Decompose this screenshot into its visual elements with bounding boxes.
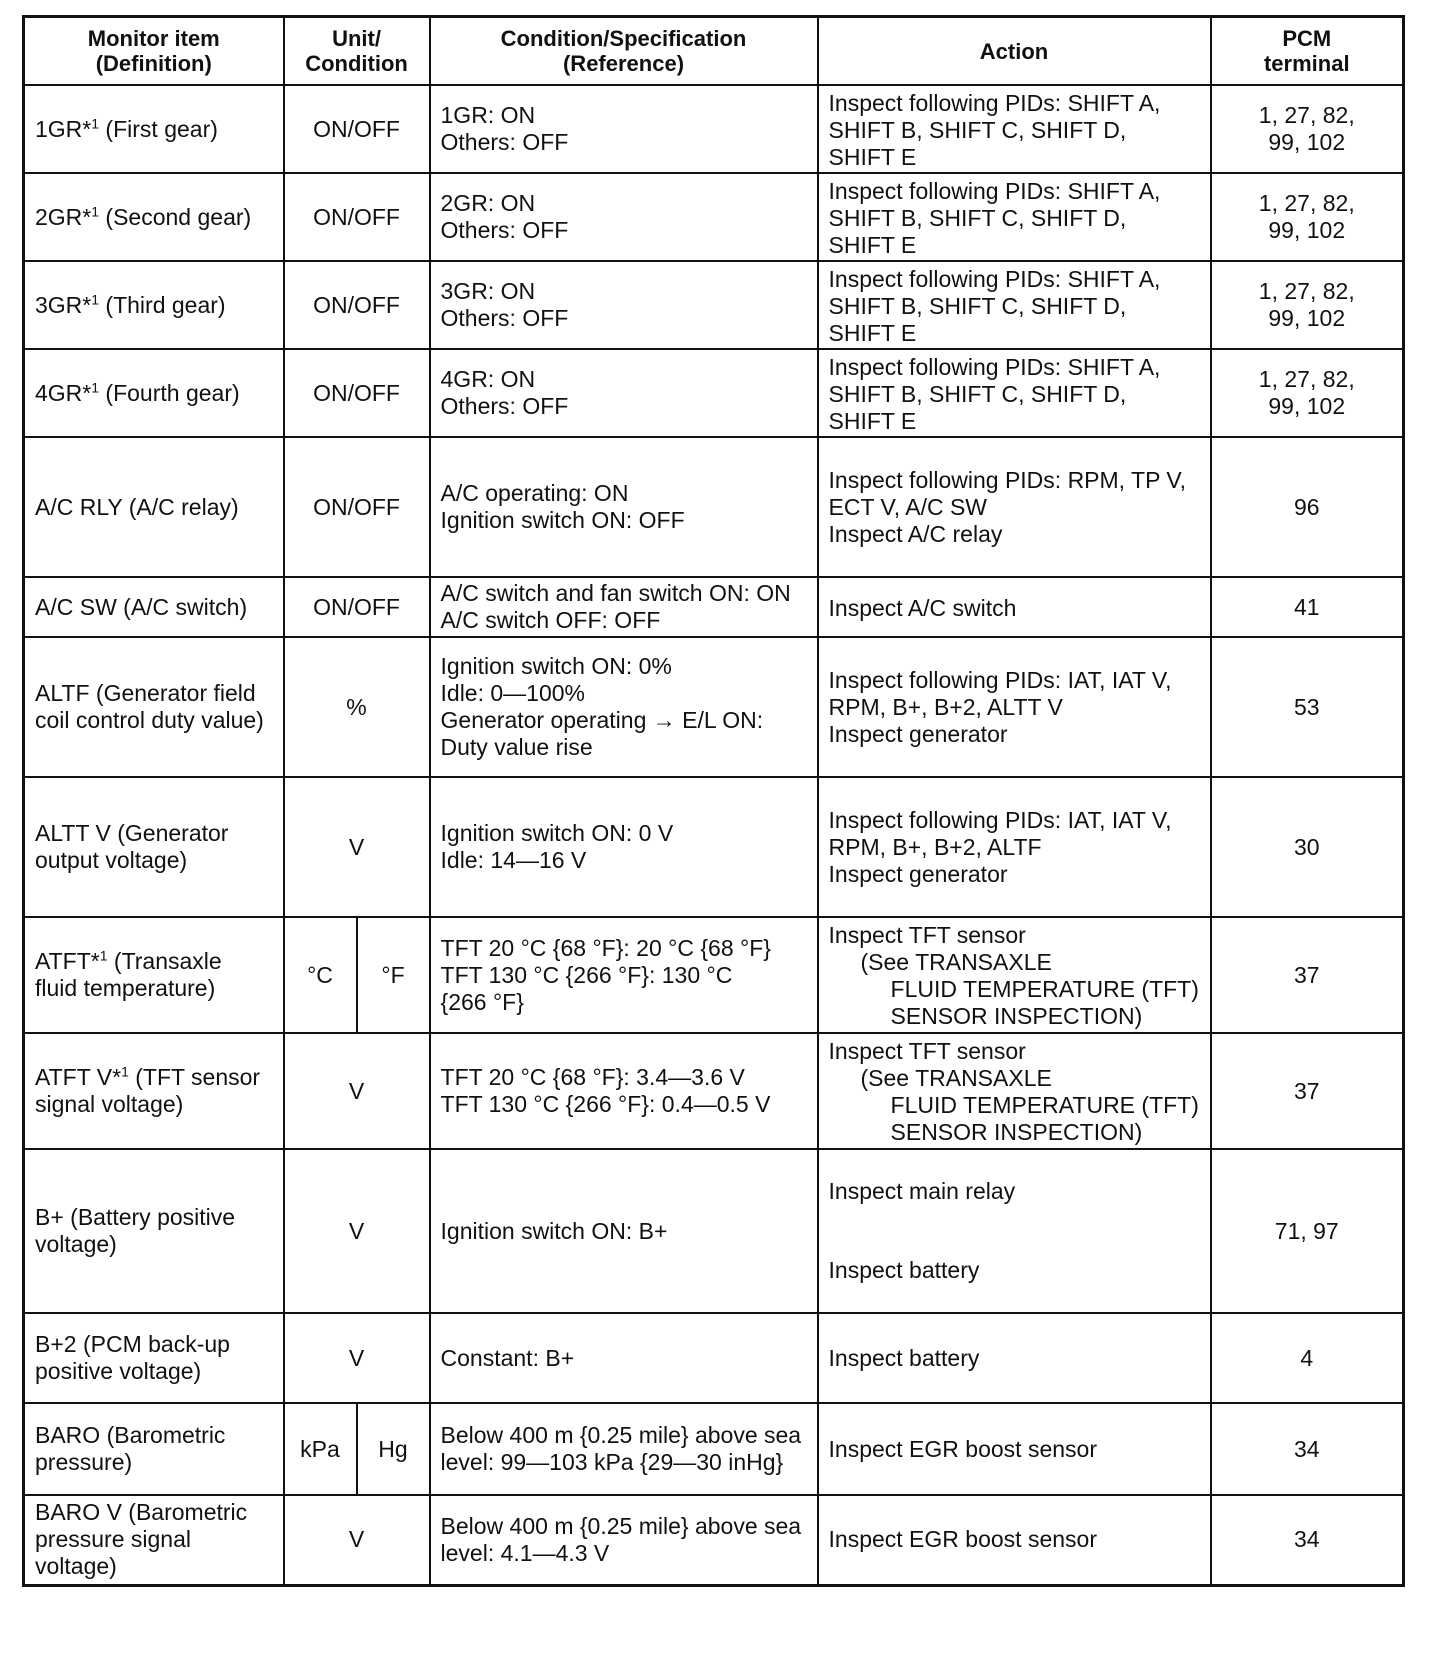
action-cell: Inspect TFT sensor (See TRANSAXLE FLUID TEMPERATURE (TFT) SENSOR INSPECTION) <box>818 917 1211 1033</box>
unit-cell: ON/OFF <box>284 85 430 173</box>
table-row <box>24 1495 1404 1585</box>
monitor-item-cell: BARO (Barometric pressure) <box>24 1403 284 1495</box>
condition-cell: Ignition switch ON: 0% Idle: 0—100% Generator operating → E/L ON: Duty value rise <box>430 637 818 777</box>
unit-cell: V <box>284 1495 430 1585</box>
unit-celsius-cell: °C <box>284 917 357 1033</box>
action-cell: Inspect following PIDs: RPM, TP V, ECT V, A/C SW Inspect A/C relay <box>818 437 1211 577</box>
monitor-item-cell: 1GR*$^1$ (First gear) <box>24 85 284 173</box>
pcm-terminal-cell: 1, 27, 82, 99, 102 <box>1211 349 1404 437</box>
monitor-item-cell: B+2 (PCM back-up positive voltage) <box>24 1313 284 1403</box>
monitor-item-cell: 2GR*$^1$ (Second gear) <box>24 173 284 261</box>
table-row <box>24 437 1404 577</box>
pcm-terminal-cell: 4 <box>1211 1313 1404 1403</box>
pcm-terminal-cell: 71, 97 <box>1211 1149 1404 1313</box>
pcm-terminal-cell: 37 <box>1211 1033 1404 1149</box>
pcm-terminal-cell: 1, 27, 82, 99, 102 <box>1211 85 1404 173</box>
unit-cell: V <box>284 1149 430 1313</box>
condition-cell: Ignition switch ON: 0 V Idle: 14—16 V <box>430 777 818 917</box>
unit-fahrenheit-cell: °F <box>357 917 430 1033</box>
action-cell: Inspect following PIDs: IAT, IAT V, RPM, B+, B+2, ALTF Inspect generator <box>818 777 1211 917</box>
pcm-terminal-cell: 34 <box>1211 1495 1404 1585</box>
table-row <box>24 577 1404 637</box>
unit-cell: ON/OFF <box>284 437 430 577</box>
condition-cell: TFT 20 °C {68 °F}: 3.4—3.6 V TFT 130 °C {266 °F}: 0.4—0.5 V <box>430 1033 818 1149</box>
monitor-item-cell: A/C RLY (A/C relay) <box>24 437 284 577</box>
condition-cell: Ignition switch ON: B+ <box>430 1149 818 1313</box>
action-cell: Inspect TFT sensor (See TRANSAXLE FLUID TEMPERATURE (TFT) SENSOR INSPECTION) <box>818 1033 1211 1149</box>
pid-monitor-table <box>22 15 1405 1587</box>
table-row <box>24 349 1404 437</box>
monitor-item-cell: ATFT V*$^1$ (TFT sensor signal voltage) <box>24 1033 284 1149</box>
pid-monitor-sheet <box>22 15 1405 1587</box>
pcm-terminal-cell: 30 <box>1211 777 1404 917</box>
action-cell: Inspect EGR boost sensor <box>818 1403 1211 1495</box>
condition-cell: 2GR: ON Others: OFF <box>430 173 818 261</box>
monitor-item-cell: A/C SW (A/C switch) <box>24 577 284 637</box>
action-cell: Inspect following PIDs: SHIFT A, SHIFT B, SHIFT C, SHIFT D, SHIFT E <box>818 261 1211 349</box>
header-monitor-item: Monitor item (Definition) <box>24 17 284 86</box>
pcm-terminal-cell: 53 <box>1211 637 1404 777</box>
header-unit-condition: Unit/ Condition <box>284 17 430 86</box>
condition-cell: Below 400 m {0.25 mile} above sea level: 4.1—4.3 V <box>430 1495 818 1585</box>
action-cell: Inspect battery <box>818 1313 1211 1403</box>
action-cell: Inspect EGR boost sensor <box>818 1495 1211 1585</box>
action-cell: Inspect following PIDs: SHIFT A, SHIFT B, SHIFT C, SHIFT D, SHIFT E <box>818 173 1211 261</box>
action-cell: Inspect main relay Inspect battery <box>818 1149 1211 1313</box>
pcm-terminal-cell: 1, 27, 82, 99, 102 <box>1211 173 1404 261</box>
unit-cell: V <box>284 1033 430 1149</box>
table-row <box>24 917 1404 1033</box>
table-row <box>24 1313 1404 1403</box>
header-pcm-terminal: PCM terminal <box>1211 17 1404 86</box>
header-condition-specification: Condition/Specification (Reference) <box>430 17 818 86</box>
condition-cell: A/C switch and fan switch ON: ON A/C switch OFF: OFF <box>430 577 818 637</box>
action-cell: Inspect following PIDs: SHIFT A, SHIFT B, SHIFT C, SHIFT D, SHIFT E <box>818 349 1211 437</box>
condition-cell: TFT 20 °C {68 °F}: 20 °C {68 °F} TFT 130 °C {266 °F}: 130 °C {266 °F} <box>430 917 818 1033</box>
pcm-terminal-cell: 96 <box>1211 437 1404 577</box>
unit-cell: ON/OFF <box>284 349 430 437</box>
pcm-terminal-cell: 37 <box>1211 917 1404 1033</box>
monitor-item-cell: 4GR*$^1$ (Fourth gear) <box>24 349 284 437</box>
condition-cell: Below 400 m {0.25 mile} above sea level: 99—103 kPa {29—30 inHg} <box>430 1403 818 1495</box>
unit-cell: ON/OFF <box>284 173 430 261</box>
unit-cell: ON/OFF <box>284 261 430 349</box>
monitor-item-cell: BARO V (Barometric pressure signal voltage) <box>24 1495 284 1585</box>
table-row <box>24 261 1404 349</box>
unit-kpa-cell: kPa <box>284 1403 357 1495</box>
table-row <box>24 637 1404 777</box>
table-row <box>24 85 1404 173</box>
pcm-terminal-cell: 1, 27, 82, 99, 102 <box>1211 261 1404 349</box>
action-cell: Inspect following PIDs: SHIFT A, SHIFT B, SHIFT C, SHIFT D, SHIFT E <box>818 85 1211 173</box>
header-action: Action <box>818 17 1211 86</box>
pcm-terminal-cell: 34 <box>1211 1403 1404 1495</box>
action-cell: Inspect A/C switch <box>818 577 1211 637</box>
table-row <box>24 173 1404 261</box>
monitor-item-cell: ALTT V (Generator output voltage) <box>24 777 284 917</box>
table-row <box>24 1149 1404 1313</box>
monitor-item-cell: B+ (Battery positive voltage) <box>24 1149 284 1313</box>
condition-cell: 4GR: ON Others: OFF <box>430 349 818 437</box>
condition-cell: 3GR: ON Others: OFF <box>430 261 818 349</box>
unit-cell: ON/OFF <box>284 577 430 637</box>
table-row <box>24 777 1404 917</box>
monitor-item-cell: 3GR*$^1$ (Third gear) <box>24 261 284 349</box>
condition-cell: A/C operating: ON Ignition switch ON: OFF <box>430 437 818 577</box>
unit-cell: % <box>284 637 430 777</box>
table-row <box>24 1403 1404 1495</box>
monitor-item-cell: ATFT*$^1$ (Transaxle fluid temperature) <box>24 917 284 1033</box>
unit-cell: V <box>284 1313 430 1403</box>
header-row <box>24 17 1404 86</box>
condition-cell: Constant: B+ <box>430 1313 818 1403</box>
unit-hg-cell: Hg <box>357 1403 430 1495</box>
unit-cell: V <box>284 777 430 917</box>
condition-cell: 1GR: ON Others: OFF <box>430 85 818 173</box>
pcm-terminal-cell: 41 <box>1211 577 1404 637</box>
monitor-item-cell: ALTF (Generator field coil control duty value) <box>24 637 284 777</box>
table-row <box>24 1033 1404 1149</box>
action-cell: Inspect following PIDs: IAT, IAT V, RPM, B+, B+2, ALTT V Inspect generator <box>818 637 1211 777</box>
